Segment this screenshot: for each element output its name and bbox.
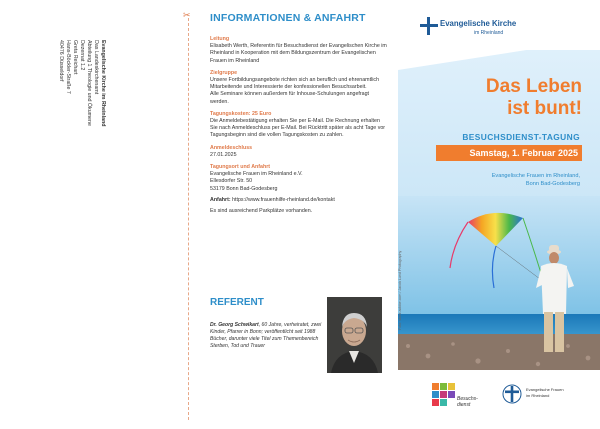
leitung-heading: Leitung: [210, 36, 230, 42]
kosten-heading: Tagungskosten: 25 Euro: [210, 110, 272, 117]
anfahrt-line: [210, 197, 388, 204]
zielgruppe-heading: Zielgruppe: [210, 69, 238, 76]
tagungsort-heading: Tagungsort und Anfahrt: [210, 164, 271, 171]
kosten-text: Die Anmeldebestätigung erhalten Sie per E-Mail. Die Rechnung erhalten Sie nach Anmeldeschluss per E-Mail. Bei Rücktritt später als acht Tage vor Tagungsbeginn sind die vollen Tagungskosten zu zahlen.: [210, 118, 386, 139]
headline-line-1: Das Leben: [485, 76, 582, 97]
headline-line-2: ist bunt!: [507, 98, 582, 119]
event-date: Samstag, 1. Februar 2025: [469, 148, 578, 158]
anfahrt-link[interactable]: https://www.frauenhilfe-rheinland.de/kontakt: [232, 196, 335, 203]
address-line: 40476 Düsseldorf: [58, 40, 64, 82]
tagungsort-line-2: Ellesdorfer Str. 50: [210, 178, 253, 185]
logo-text: Evangelische Kirche: [440, 19, 517, 28]
cut-line: [188, 18, 189, 420]
address-line: Dezernat 1.2: [79, 40, 85, 71]
cover-photo: [398, 196, 600, 370]
church-cross-icon: [420, 17, 438, 35]
parken-text: Es sind ausreichend Parkplätze vorhanden.: [210, 208, 313, 215]
leitung-text: Elisabeth Werth, Referentin für Besuchsdienst der Evangelischen Kirche im Rheinland in Kooperation mit dem Bildungszentrum der Evangelischen Frauen im Rheinland: [210, 43, 387, 64]
footer-logos: [398, 370, 600, 424]
referent-name: Dr. Georg Schwikart: [210, 322, 259, 328]
besuchsdienst-logo-text: Besuchs-: [457, 396, 478, 402]
anmeldeschluss-date: 27.01.2025: [210, 151, 237, 158]
event-type: BESUCHSDIENST-TAGUNG: [462, 132, 580, 142]
anmeldeschluss-heading: Anmeldeschluss: [210, 144, 253, 151]
zielgruppe-text-2: Alle Seminare können außerdem für Inhouse-Schulungen angefragt werden.: [210, 91, 370, 105]
tagungsort-line-3: 53179 Bonn Bad-Godesberg: [210, 185, 278, 192]
frauen-logo-text: Evangelische Frauen: [526, 387, 564, 392]
frauen-logo-text-2: im Rheinland: [526, 393, 550, 398]
address-line: Evangelische Kirche im Rheinland: [100, 40, 106, 127]
referent-title: REFERENT: [210, 297, 264, 308]
organizer-line-2: Bonn Bad-Godesberg: [525, 181, 580, 187]
address-line: Greta Reichart: [72, 40, 78, 75]
address-line: Das Landeskirchenamt: [93, 40, 99, 95]
address-line: Hans-Böckler-Straße 7: [65, 40, 71, 94]
referent-portrait: [327, 297, 382, 373]
scissors-icon: ✂: [183, 10, 191, 20]
photo-credit: Foto: stock.adobe.com / Jacob Lund Photography: [398, 250, 402, 330]
referent-bio: [210, 322, 322, 350]
zielgruppe-text: Unsere Fortbildungsangebote richten sich an beruflich und ehrenamtlich Mitarbeitende und Interessierte der konfessionellen Besuchsarbeit.: [210, 77, 380, 91]
info-section: [210, 36, 388, 215]
info-title: INFORMATIONEN & ANFAHRT: [210, 12, 366, 24]
tagungsort-line-1: Evangelische Frauen im Rheinland e.V.: [210, 171, 303, 178]
cover-headline: [420, 76, 582, 120]
referent-bio-text: , 60 Jahre, verheiratet, zwei Kinder, Pfarrer in Bonn; veröffentlicht seit 1988 Bücher, darunter viele Titel zum Themenbereich Sterben, Tod und Trauer: [210, 322, 322, 350]
event-organizer: [430, 172, 580, 188]
logo-subtext: im Rheinland: [474, 30, 504, 36]
address-line: Abteilung 1 Theologie und Ökumene: [86, 40, 92, 126]
partner-logos: [398, 370, 600, 424]
address-block: [57, 40, 106, 220]
besuchsdienst-logo-text-2: dienst: [457, 402, 471, 408]
organizer-line-1: Evangelische Frauen im Rheinland,: [491, 173, 580, 179]
mailing-address: [58, 40, 168, 220]
anfahrt-label: Anfahrt:: [210, 196, 231, 203]
